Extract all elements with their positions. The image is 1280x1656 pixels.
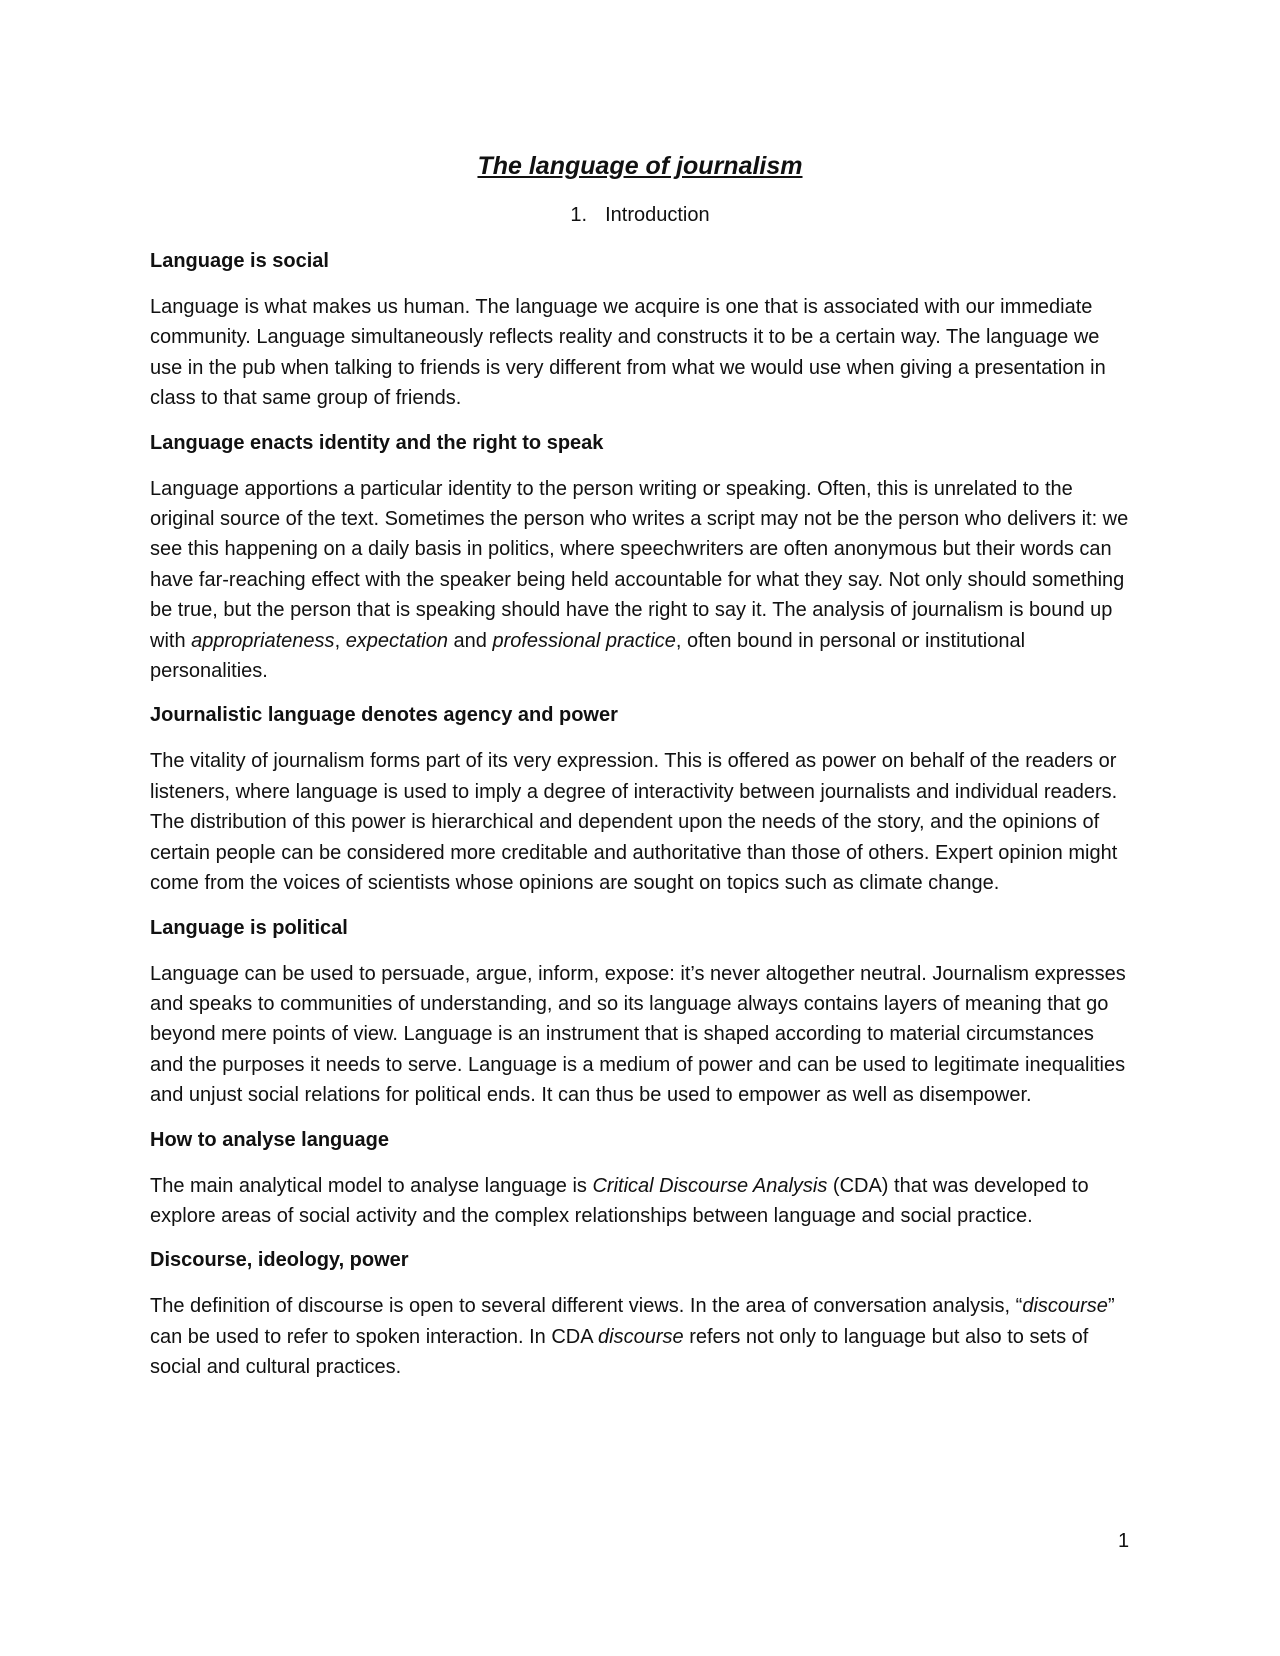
document-title: The language of journalism [477,152,803,180]
emphasis-text: expectation [345,629,448,652]
paragraph-text: The main analytical model to analyse language is [150,1174,593,1197]
emphasis-text: Critical Discourse Analysis [592,1174,828,1197]
section-heading: Language enacts identity and the right to speak [150,431,604,454]
paragraph-text: and [447,629,493,652]
section-heading: Language is social [150,250,329,272]
paragraph-text: The vitality of journalism forms part of its very expression. This is offered as power on behalf of the readers or listeners, where language is used to imply a degree of interactivity between journalists and individual readers. The distribution of this power is hierarchical and dependent upon the needs of the story, and the opinions of certain people can be considered more creditable and authoritative than those of others. Expert opinion might come from the voices of scientists whose opinions are sought on topics such as climate change. [150,750,1118,895]
section-paragraph [150,1291,1130,1382]
section-heading: How to analyse language [150,1128,389,1151]
section-paragraph [150,746,1130,898]
section-paragraph [150,474,1130,687]
paragraph-text: Language can be used to persuade, argue, inform, expose: it’s never altogether neutral. Journalism expresses and speaks to communities of understanding, and so its language always contains layers of meaning that go beyond mere points of view. Language is an instrument that is shaped according to material circumstances and the purposes it needs to serve. Language is a medium of power and can be used to legitimate inequalities and unjust social relations for political ends. It can thus be used to empower as well as disempower. [150,962,1126,1107]
paragraph-text: , [334,629,346,652]
emphasis-text: professional practice [492,629,676,652]
emphasis-text: discourse [1022,1295,1108,1318]
paragraph-text: ” can be used to refer to spoken interaction. In CDA [150,1295,1115,1348]
intro-number: 1. [570,204,588,226]
paragraph-text: , often bound in personal or institutional personalities. [150,629,1026,683]
section-heading: Language is political [150,916,348,939]
section-intro-heading [150,202,1130,228]
document-page [150,150,1130,1399]
emphasis-text: appropriateness [191,629,335,652]
emphasis-text: discourse [598,1325,684,1348]
page-number: 1 [1118,1530,1130,1552]
section-heading: Journalistic language denotes agency and power [150,704,618,727]
paragraph-text: Language is what makes us human. The language we acquire is one that is associated with our immediate community. Language simultaneously reflects reality and constructs it to be a certain way. The language we use in the pub when talking to friends is very different from what we would use when giving a presentation in class to that same group of friends. [150,296,1106,410]
paragraph-text: refers not only to language but also to sets of social and cultural practices. [150,1325,1089,1379]
section-heading: Discourse, ideology, power [150,1249,409,1272]
section-paragraph [150,1171,1130,1232]
paragraph-text: The definition of discourse is open to several different views. In the area of conversation analysis, “ [150,1295,1023,1318]
paragraph-text: Language apportions a particular identity to the person writing or speaking. Often, this is unrelated to the original source of the text. Sometimes the person who writes a script may not be the person who delivers it: we see this happening on a daily basis in politics, where speechwriters are often anonymous but their words can have far-reaching effect with the speaker being held accountable for what they say. Not only should something be true, but the person that is speaking should have the right to say it. The analysis of journalism is bound up with [150,477,1129,652]
section-paragraph [150,292,1130,414]
section-paragraph [150,959,1130,1111]
document-body [150,248,1130,1383]
intro-label: Introduction [605,204,710,226]
paragraph-text: (CDA) that was developed to explore areas of social activity and the complex relationships between language and social practice. [150,1174,1089,1227]
